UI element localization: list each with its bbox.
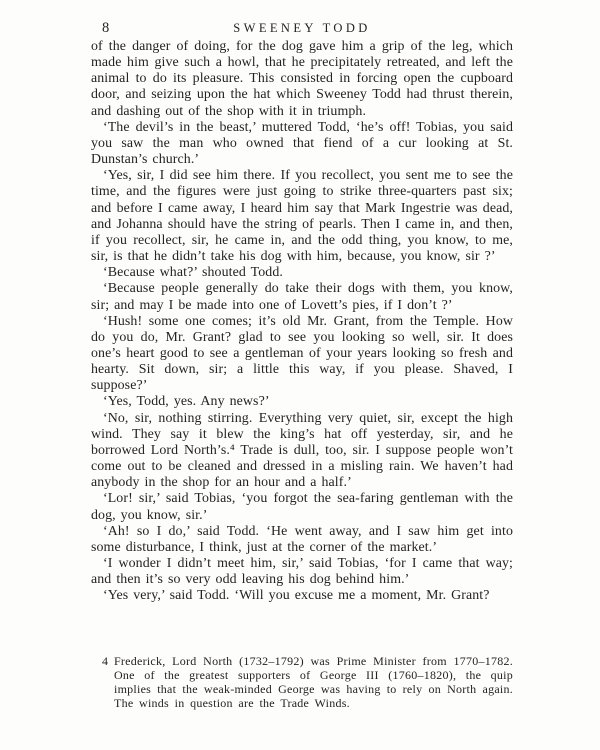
body-paragraph: ‘Hush! some one comes; it’s old Mr. Grant, from the Temple. How do you do, Mr. Grant? glad to see you looking so well, sir. It does one’s heart good to see a gentleman of your years looking so fresh and hearty. Sit down, sir; a little this way, if you please. Shaved, I suppose?’ bbox=[91, 313, 513, 394]
body-text bbox=[91, 39, 513, 604]
page-number: 8 bbox=[102, 20, 110, 36]
body-paragraph: ‘I wonder I didn’t meet him, sir,’ said Tobias, ‘for I came that way; and then it’s so very odd leaving his dog behind him.’ bbox=[91, 556, 513, 588]
body-paragraph: ‘Lor! sir,’ said Tobias, ‘you forgot the sea-faring gentleman with the dog, you know, sir.’ bbox=[91, 491, 513, 523]
body-paragraph: ‘Ah! so I do,’ said Todd. ‘He went away, and I saw him get into some disturbance, I think, just at the corner of the market.’ bbox=[91, 523, 513, 555]
footnote-number: 4 bbox=[102, 654, 108, 668]
page-header bbox=[91, 21, 513, 37]
body-paragraph: ‘Yes, sir, I did see him there. If you recollect, you sent me to see the time, and the figures were just going to strike three-quarters past six; and before I came away, I heard him say that Mark Ingestrie was dead, and Johanna should have the string of pearls. Then I came in, and then, if you recollect, sir, he came in, and the odd thing, you know, to me, sir, is that he didn’t take his dog with him, because, you know, sir ?’ bbox=[91, 168, 513, 265]
body-paragraph: ‘Yes very,’ said Todd. ‘Will you excuse me a moment, Mr. Grant? bbox=[103, 588, 490, 604]
body-paragraph: ‘Yes, Todd, yes. Any news?’ bbox=[103, 394, 270, 410]
body-paragraph: of the danger of doing, for the dog gave him a grip of the leg, which made him give such a howl, that he precipitately retreated, and left the animal to do its pleasure. This consisted in forcing open the cupboard door, and seizing upon the hat which Sweeney Todd had thrust therein, and dashing out of the shop with it in triumph. bbox=[91, 39, 513, 119]
body-paragraph: ‘Because people generally do take their dogs with them, you know, sir; and may I be made into one of Lovett’s pies, if I don’t ?’ bbox=[91, 281, 513, 313]
body-paragraph: ‘The devil’s in the beast,’ muttered Todd, ‘he’s off! Tobias, you said you saw the man who owned that fiend of a cur looking at St. Dunstan’s church.’ bbox=[91, 119, 513, 168]
body-paragraph: ‘Because what?’ shouted Todd. bbox=[103, 265, 283, 281]
body-paragraph: ‘No, sir, nothing stirring. Everything very quiet, sir, except the high wind. They say it blew the king’s hat off yesterday, sir, and he borrowed Lord North’s.⁴ Trade is dull, too, sir. I suppose people won’t come out to be cleaned and dressed in a misling rain. We haven’t had anybody in the shop for an hour and a half.’ bbox=[91, 410, 513, 491]
footnote-text: Frederick, Lord North (1732–1792) was Prime Minister from 1770–1782. One of the greatest supporters of George III (1760–1820), the quip implies that the weak-minded George was having to rely on North again. The winds in question are the Trade Winds. bbox=[114, 654, 513, 710]
footnote bbox=[91, 654, 513, 710]
running-title: SWEENEY TODD bbox=[233, 21, 371, 35]
